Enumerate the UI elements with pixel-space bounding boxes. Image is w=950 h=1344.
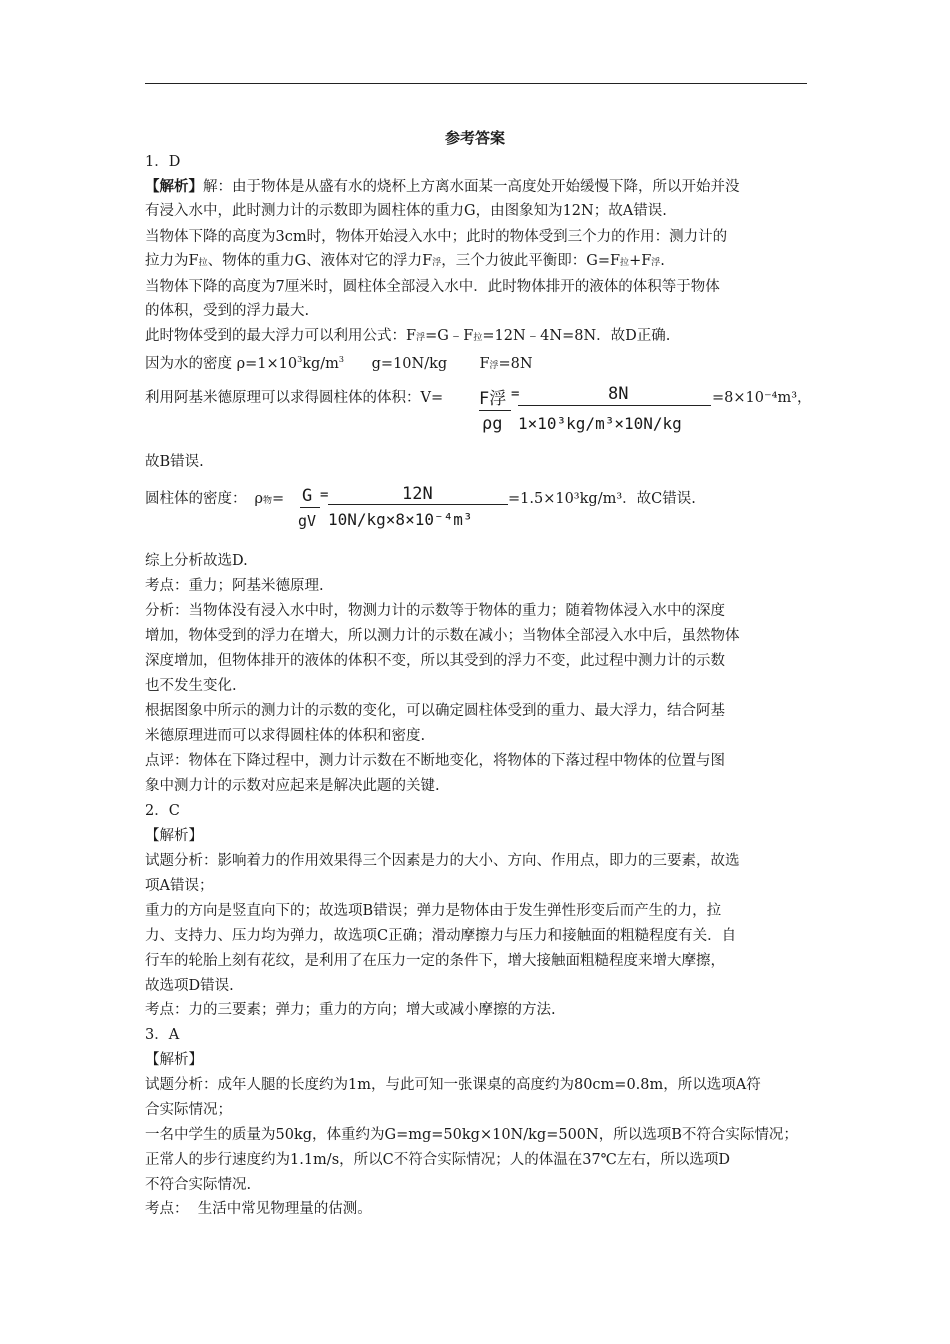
q2-kaodian: 考点：力的三要素；弹力；重力的方向；增大或减小摩擦的方法. [145, 1002, 556, 1018]
q3-line-3: 一名中学生的质量为50kg，体重约为G=mg=50kg×10N/kg=500N，所以选项B不符合实际情况； [145, 1127, 798, 1143]
q1-fenxi-5: 根据图象中所示的测力计的示数的变化，可以确定圆柱体受到的重力、最大浮力，结合阿基 [145, 703, 725, 719]
q1-fenxi-4: 也不发生变化. [145, 678, 237, 694]
q2-line-4: 力、支持力、压力均为弹力，故选项C正确；滑动摩擦力与压力和接触面的粗糙程度有关．自 [145, 928, 737, 944]
q1-fenxi-3: 深度增加，但物体排开的液体的体积不变，所以其受到的浮力不变，此过程中测力计的示数 [145, 653, 725, 669]
density-fraction-numerator: G [302, 486, 313, 506]
density-formula-lead: 圆柱体的密度： ρ物= [145, 491, 285, 507]
q1-line-1: 【解析】解：由于物体是从盛有水的烧杯上方离水面某一高度处开始缓慢下降，所以开始并没 [145, 178, 740, 195]
q1-fenxi-2: 增加，物体受到的浮力在增大，所以测力计的示数在减小；当物体全部浸入水中后，虽然物体 [145, 628, 740, 644]
q2-line-1: 试题分析：影响着力的作用效果得三个因素是力的大小、方向、作用点，即力的三要素，故选 [145, 853, 740, 869]
q1-fenxi-6: 米德原理进而可以求得圆柱体的体积和密度. [145, 728, 426, 744]
volume-fraction-numerator: F浮 [479, 389, 507, 409]
q2-jiexi: 【解析】 [145, 828, 203, 844]
volume-value-bar [518, 405, 711, 406]
density-result: =1.5×10³kg/m³．故C错误. [508, 491, 696, 507]
q2-line-5: 行车的轮胎上刻有花纹，是利用了在压力一定的条件下，增大接触面粗糙程度来增大摩擦， [145, 953, 725, 969]
volume-value-numerator: 8N [608, 384, 629, 404]
q3-line-4: 正常人的步行速度约为1.1m/s，所以C不符合实际情况；人的体温在37℃左右，所以选项D [145, 1152, 731, 1168]
q3-answer: 3．A [145, 1027, 180, 1043]
q3-line-1: 试题分析：成年人腿的长度约为1m，与此可知一张课桌的高度约为80cm=0.8m，所以选项A符 [145, 1077, 761, 1093]
volume-result: =8×10⁻⁴m³， [712, 390, 812, 406]
q1-line-6: 的体积，受到的浮力最大. [145, 303, 310, 319]
q1-line-7: 此时物体受到的最大浮力可以利用公式：F浮=G﹣F拉=12N﹣4N=8N．故D正确. [145, 328, 671, 344]
q1-line-4: 拉力为F拉、物体的重力G、液体对它的浮力F浮，三个力彼此平衡即：G=F拉+F浮. [145, 253, 665, 269]
q2-line-2: 项A错误； [145, 878, 214, 894]
jiexi-tag: 【解析】 [145, 178, 203, 195]
q2-answer: 2．C [145, 803, 180, 819]
q3-jiexi: 【解析】 [145, 1052, 203, 1068]
q2-line-6: 故选项D错误. [145, 978, 234, 994]
q1-kaodian: 考点：重力；阿基米德原理. [145, 578, 324, 594]
volume-equals: = [511, 386, 520, 402]
q1-line-3: 当物体下降的高度为3cm时，物体开始浸入水中；此时的物体受到三个力的作用：测力计的 [145, 229, 728, 245]
density-fraction-denominator: gV [298, 512, 317, 530]
volume-value-denominator: 1×10³kg/m³×10N/kg [518, 414, 682, 433]
density-value-denominator: 10N/kg×8×10⁻⁴m³ [328, 510, 473, 529]
header-rule [145, 83, 807, 84]
q1-fenxi-1: 分析：当物体没有浸入水中时，物测力计的示数等于物体的重力；随着物体浸入水中的深度 [145, 603, 725, 619]
volume-fraction-denominator: ρg [482, 414, 503, 434]
q3-kaodian: 考点： 生活中常见物理量的估测。 [145, 1201, 372, 1217]
density-equals: = [320, 487, 329, 503]
density-fraction-bar [300, 507, 320, 508]
q3-line-2: 合实际情况； [145, 1102, 232, 1118]
density-value-bar [328, 504, 508, 505]
q1-line-8: 因为水的密度 $\rho=1\times 10^3kg/m^3$ g=10N/kg F浮=8N [145, 355, 533, 372]
volume-fraction-bar [479, 410, 511, 411]
q2-line-3: 重力的方向是竖直向下的；故选项B错误；弹力是物体由于发生弹性形变后而产生的力，拉 [145, 903, 722, 919]
q1-dianping-1: 点评：物体在下降过程中，测力计示数在不断地变化，将物体的下落过程中物体的位置与图 [145, 753, 725, 769]
q1-answer: 1．D [145, 154, 181, 170]
q1-dianping-2: 象中测力计的示数对应起来是解决此题的关键. [145, 778, 440, 794]
density-value-numerator: 12N [402, 484, 433, 504]
q3-line-5: 不符合实际情况. [145, 1177, 252, 1193]
page-title: 参考答案 [444, 129, 505, 147]
volume-formula-lead: 利用阿基米德原理可以求得圆柱体的体积：V= [145, 390, 444, 406]
q1-line-5: 当物体下降的高度为7厘米时，圆柱体全部浸入水中．此时物体排开的液体的体积等于物体 [145, 279, 720, 295]
q1-line-2: 有浸入水中，此时测力计的示数即为圆柱体的重力G，由图象知为12N；故A错误. [145, 203, 667, 219]
q1-line-9: 故B错误. [145, 454, 204, 470]
q1-line-10: 综上分析故选D. [145, 553, 248, 569]
